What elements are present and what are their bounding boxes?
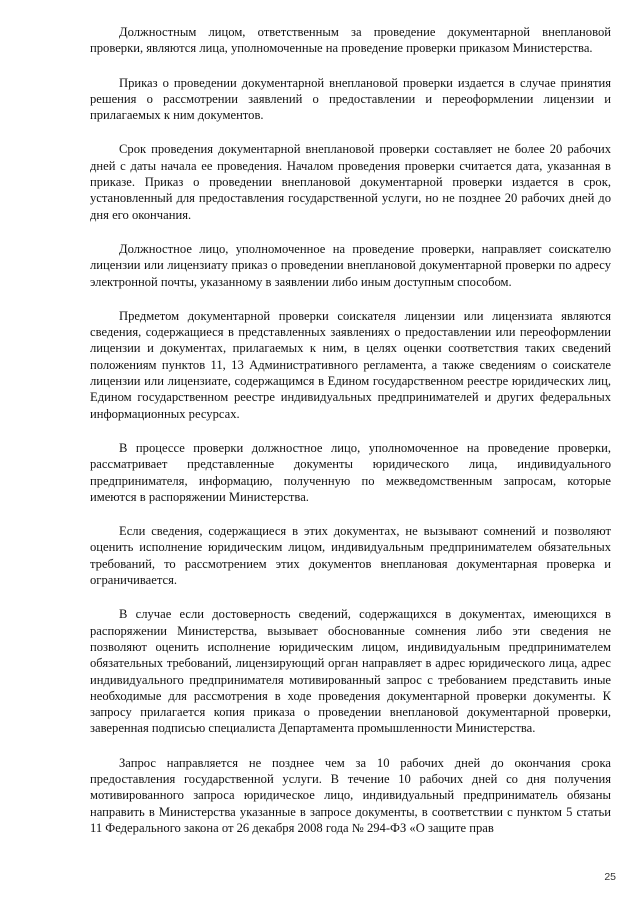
paragraph-reasoned-request: В случае если достоверность сведений, содержащихся в документах, имеющихся в распоряжении Министерства, вызывает обоснованные сомнения либо эти сведения не позволяют оценить исполнение юридическим лицом, индивидуальным предпринимателем обязательных требований, лицензирующий орган направляет в адрес юридического лица, адрес индивидуального предпринимателя мотивированный запрос с требованием представить иные необходимые для рассмотрения в ходе проведения документарной проверки документы. К запросу прилагается копия приказа о проведении внеплановой документарной проверки, заверенная подписью специалиста Департамента промышленности Министерства. xyxy=(90,607,611,736)
paragraph-responsible-official: Должностным лицом, ответственным за проведение документарной внеплановой проверки, являются лица, уполномоченные на проведение проверки приказом Министерства. xyxy=(90,25,611,56)
page-number: 25 xyxy=(604,871,616,883)
paragraph-request-deadline: Запрос направляется не позднее чем за 10 рабочих дней до окончания срока предоставления государственной услуги. В течение 10 рабочих дней со дня получения мотивированного запроса юридическое лицо, индивидуальный предприниматель обязаны направить в Министерства указанные в запросе документы, в соответствии с пунктом 5 статьи 11 Федерального закона от 26 декабря 2008 года № 294-ФЗ «О защите прав xyxy=(90,755,611,835)
paragraph-order-issuance: Приказ о проведении документарной внеплановой проверки издается в случае принятия решения о рассмотрении заявлений о предоставлении и переоформлении лицензии и прилагаемых к ним документов. xyxy=(90,75,611,123)
paragraph-review-process: В процессе проверки должностное лицо, уполномоченное на проведение проверки, рассматривает представленные документы юридического лица, индивидуального предпринимателя, информацию, полученную по межведомственным запросам, которые имеются в распоряжении Министерства. xyxy=(90,440,611,504)
document-body xyxy=(90,24,611,854)
paragraph-inspection-period: Срок проведения документарной внеплановой проверки составляет не более 20 рабочих дней с даты начала ее проведения. Началом проведения проверки считается дата, указанная в приказе. Приказ о проведении внеплановой документарной проверки издается в срок, установленный для предоставления государственной услуги, но не позднее 20 рабочих дней до дня его окончания. xyxy=(90,142,611,222)
paragraph-inspection-subject: Предметом документарной проверки соискателя лицензии или лицензиата являются сведения, содержащиеся в представленных заявлениях о предоставлении или переоформлении лицензии и документах, прилагаемых к ним, в целях оценки соответствия таких сведений положениям пунктов 11, 13 Административного регламента, а также сведениям о соискателе лицензии или лицензиате, содержащимся в Едином государственном реестре юридических лиц, Едином государственном реестре индивидуальных предпринимателей и других федеральных информационных ресурсах. xyxy=(90,308,611,421)
paragraph-order-delivery: Должностное лицо, уполномоченное на проведение проверки, направляет соискателю лицензии или лицензиату приказ о проведении внеплановой документарной проверки по адресу электронной почты, указанному в заявлении либо иным доступным способом. xyxy=(90,241,611,289)
paragraph-no-doubts: Если сведения, содержащиеся в этих документах, не вызывают сомнений и позволяют оценить исполнение юридическим лицом, индивидуальным предпринимателем обязательных требований, то рассмотрением этих документов внеплановая документарная проверка и ограничивается. xyxy=(90,524,611,588)
